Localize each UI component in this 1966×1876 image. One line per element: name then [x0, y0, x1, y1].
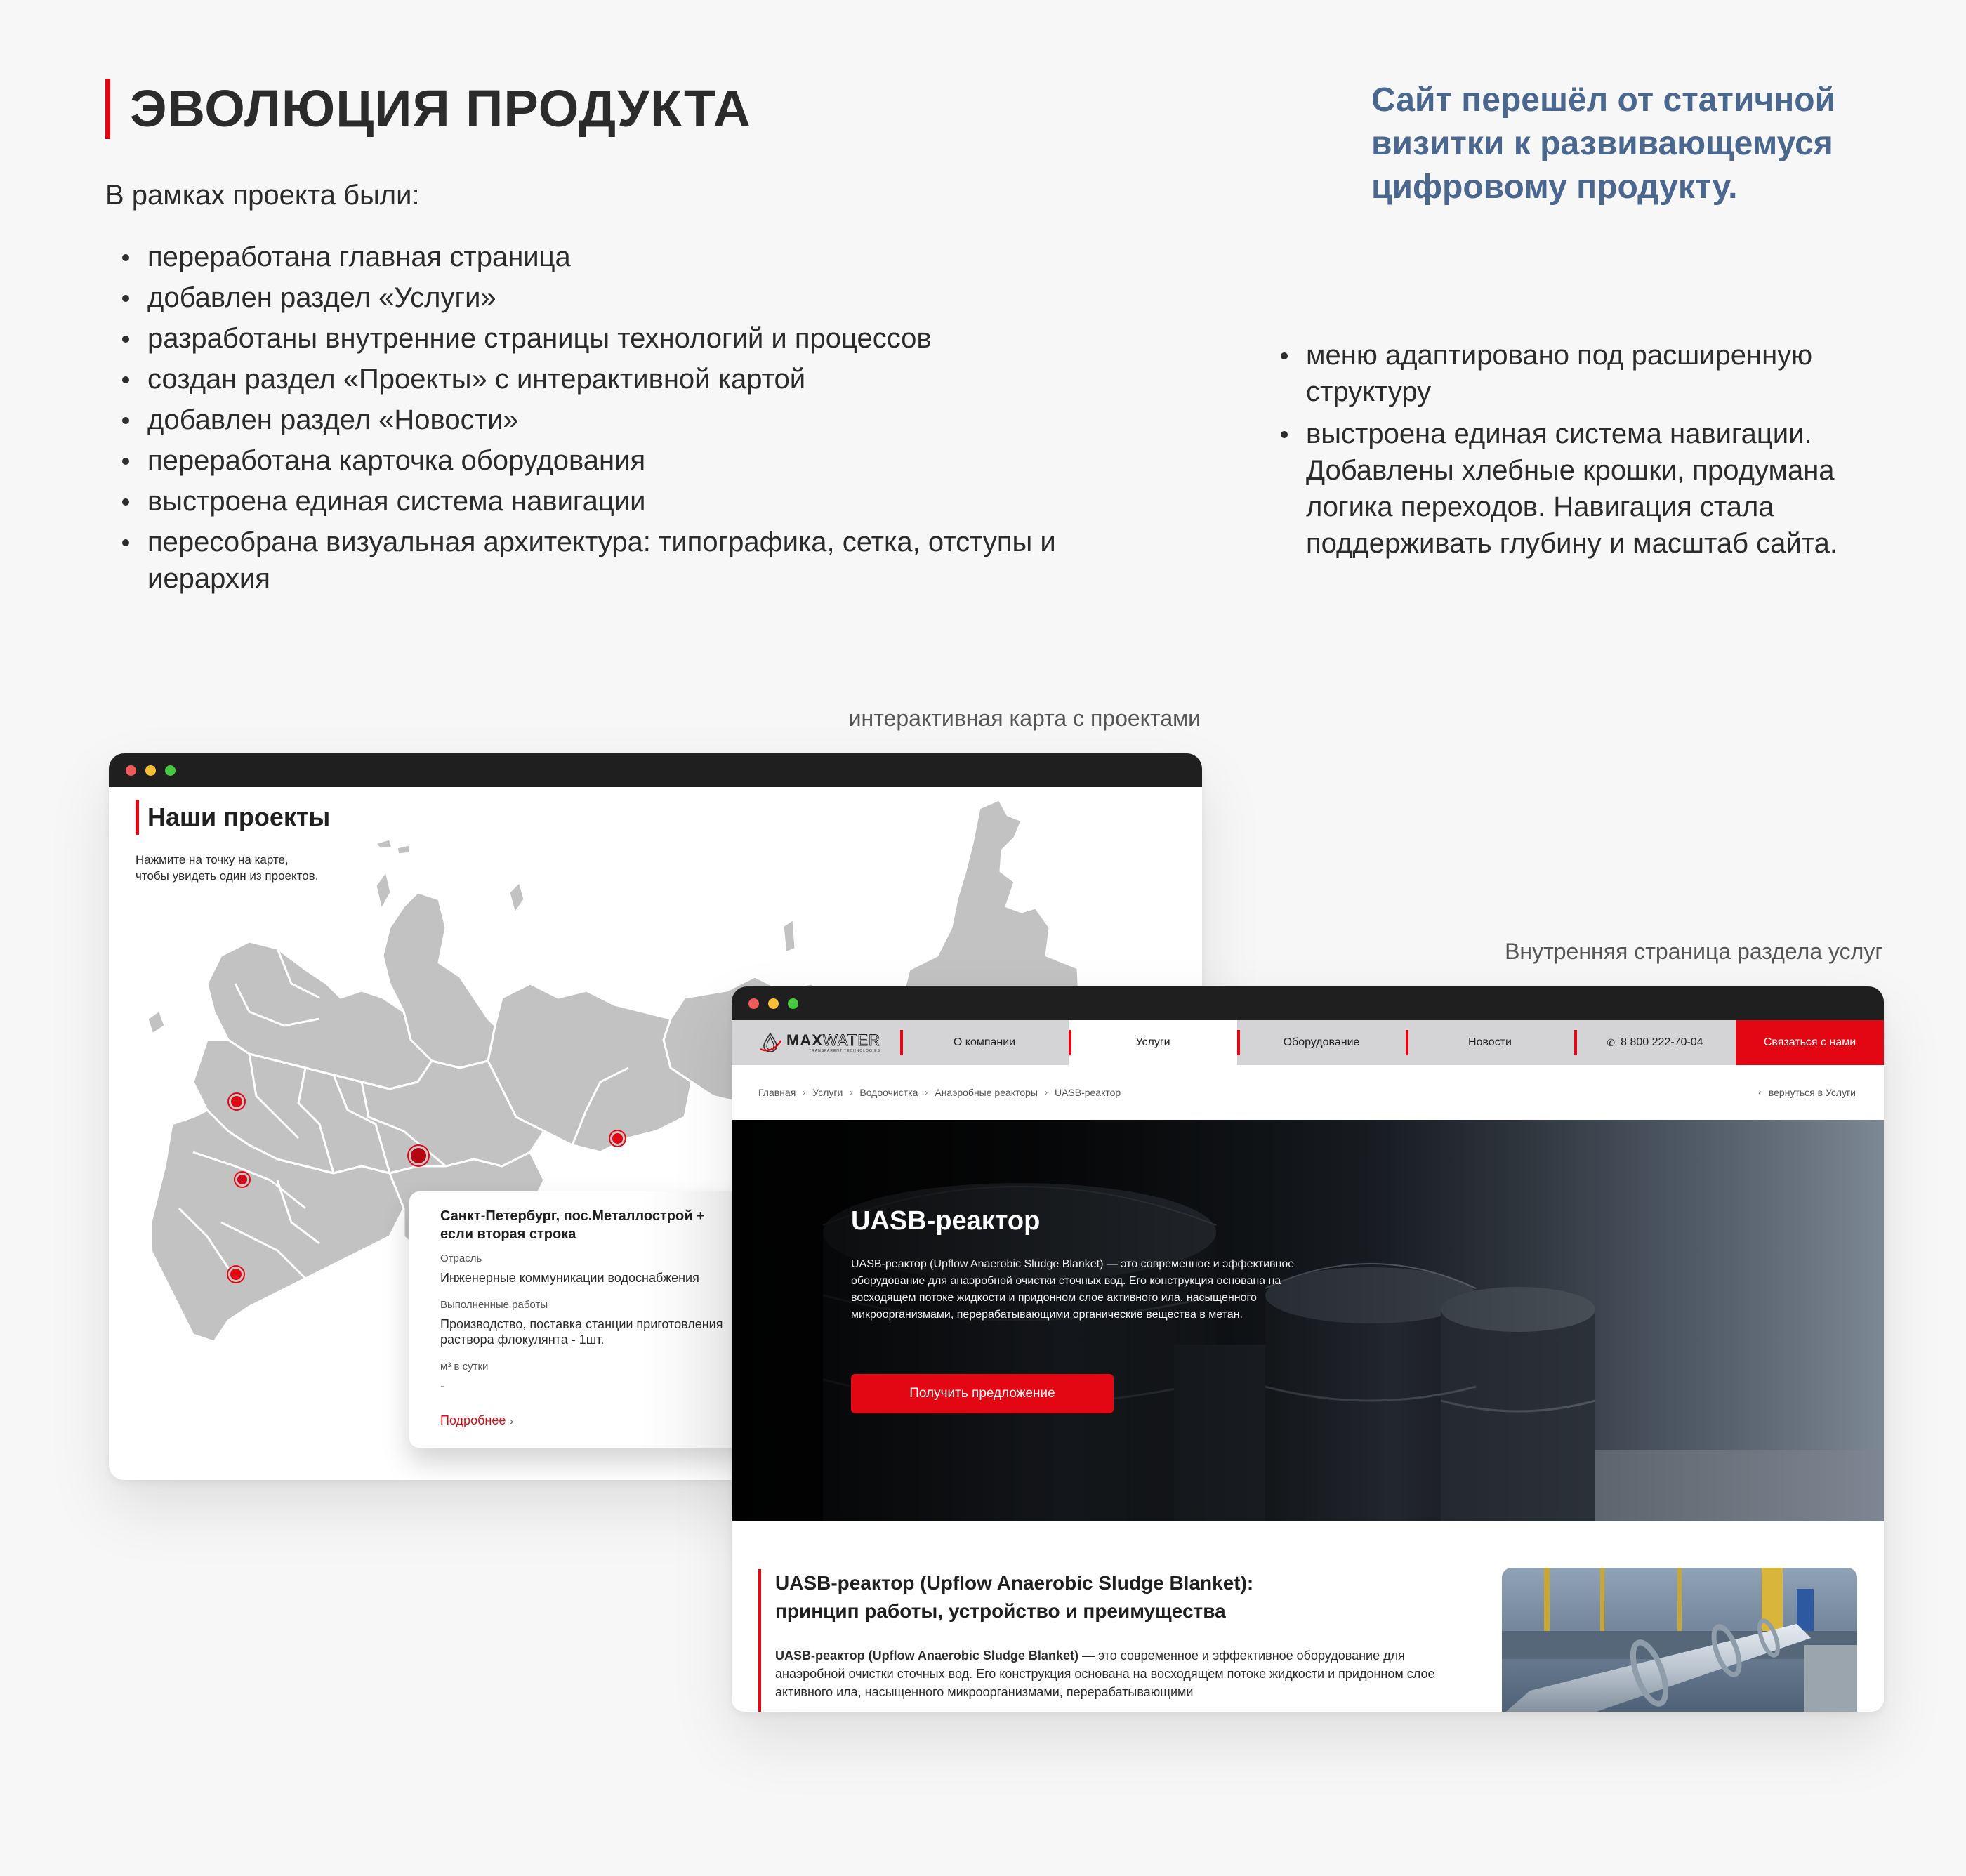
industry-label: Отрасль	[440, 1253, 482, 1264]
map-caption: интерактивная карта с проектами	[848, 706, 1201, 731]
projects-title: Наши проекты	[136, 800, 330, 835]
more-link-label: Подробнее	[440, 1413, 506, 1427]
project-marker-active[interactable]	[411, 1148, 426, 1163]
hero-banner	[732, 1120, 1884, 1521]
chevron-right-icon: ›	[1044, 1088, 1048, 1097]
logo[interactable]	[732, 1020, 900, 1065]
article-heading	[775, 1569, 1471, 1625]
services-page-window	[732, 986, 1884, 1712]
main-nav	[732, 1020, 1884, 1065]
nav-item-equipment[interactable]: Оборудование	[1237, 1020, 1406, 1065]
page-title: ЭВОЛЮЦИЯ ПРОДУКТА	[105, 79, 751, 139]
list-item: создан раздел «Проекты» с интерактивной картой	[119, 361, 1130, 397]
logo-text	[786, 1033, 880, 1053]
pipeline-photo-graphic	[1502, 1568, 1857, 1712]
volume-label: м³ в сутки	[440, 1361, 489, 1373]
article-text-block	[758, 1569, 1471, 1712]
navigation-notes-list	[1278, 337, 1896, 567]
project-marker[interactable]	[231, 1096, 242, 1107]
chevron-right-icon: ›	[510, 1415, 514, 1427]
back-to-services-link[interactable]	[1758, 1087, 1856, 1098]
article-lead-bold: UASB-реактор (Upflow Anaerobic Sludge Blanket)	[775, 1649, 1078, 1663]
window-titlebar	[732, 986, 1884, 1020]
pipeline-photo	[1502, 1568, 1857, 1712]
hero-title: UASB-реактор	[851, 1206, 1041, 1236]
chevron-left-icon: ‹	[1758, 1087, 1762, 1098]
minimize-window-icon[interactable]	[145, 765, 156, 776]
list-item: выстроена единая система навигации	[119, 483, 1130, 520]
intro-text: В рамках проекта были:	[105, 180, 420, 211]
list-item: добавлен раздел «Новости»	[119, 402, 1130, 438]
phone-icon: ✆	[1607, 1036, 1616, 1048]
list-item: переработана главная страница	[119, 239, 1130, 275]
map-hint-line: чтобы увидеть один из проектов.	[136, 869, 319, 883]
industry-value: Инженерные коммуникации водоснабжения	[440, 1271, 699, 1285]
close-window-icon[interactable]	[748, 998, 759, 1009]
contact-us-button[interactable]: Связаться с нами	[1736, 1020, 1884, 1065]
article-paragraph	[775, 1646, 1471, 1701]
works-label: Выполненные работы	[440, 1299, 548, 1311]
breadcrumb-home[interactable]: Главная	[758, 1087, 796, 1098]
article-section	[732, 1521, 1884, 1710]
back-link-label: вернуться в Услуги	[1768, 1087, 1856, 1098]
list-item: выстроена единая система навигации. Добавлены хлебные крошки, продумана логика переходов. Навигация стала поддерживать глубину и масштаб сайта.	[1278, 416, 1854, 562]
article-heading-line: принцип работы, устройство и преимущества	[775, 1600, 1226, 1622]
maximize-window-icon[interactable]	[788, 998, 798, 1009]
project-marker[interactable]	[612, 1133, 623, 1144]
project-marker[interactable]	[230, 1269, 242, 1280]
more-link[interactable]	[440, 1413, 513, 1428]
logo-word-max: MAX	[786, 1031, 823, 1049]
nav-item-services[interactable]: Услуги	[1069, 1020, 1237, 1065]
minimize-window-icon[interactable]	[768, 998, 779, 1009]
breadcrumb	[758, 1087, 1121, 1098]
chevron-right-icon: ›	[850, 1088, 853, 1097]
breadcrumb-current: UASB-реактор	[1054, 1087, 1121, 1098]
hero-description: UASB-реактор (Upflow Anaerobic Sludge Blanket) — это современное и эффективное оборудование для анаэробной очистки сточных вод. Его конструкция основана на восходящем потоке жидкости и придонном слое активного ила, насыщенного микроорганизмами, перерабатывающими органические вещества в метан.	[851, 1258, 1295, 1321]
map-hint	[136, 852, 318, 884]
nav-item-about[interactable]: О компании	[900, 1020, 1069, 1065]
services-caption: Внутренняя страница раздела услуг	[1505, 939, 1883, 964]
maximize-window-icon[interactable]	[165, 765, 176, 776]
list-item: разработаны внутренние страницы технологий и процессов	[119, 320, 1130, 357]
article-lead-text: — это современное и эффективное оборудование для анаэробной очистки сточных вод. Его конструкция основана на восходящем потоке жидкости и придонном слое активного ила, насыщенного микроорганизмами, перерабатывающими	[775, 1649, 1435, 1699]
breadcrumb-row	[732, 1065, 1884, 1120]
hero-content	[851, 1204, 1300, 1413]
volume-value: -	[440, 1379, 444, 1393]
list-item: пересобрана визуальная архитектура: типографика, сетка, отступы и иерархия	[119, 524, 1060, 597]
project-card-title: Санкт-Петербург, пос.Металлострой + если вторая строка	[440, 1208, 705, 1242]
logo-tagline: TRANSPARENT TECHNOLOGIES	[809, 1048, 880, 1053]
project-marker[interactable]	[237, 1175, 247, 1184]
list-item: переработана карточка оборудования	[119, 442, 1130, 479]
breadcrumb-water-treatment[interactable]: Водоочистка	[859, 1087, 918, 1098]
article-heading-line: UASB-реактор (Upflow Anaerobic Sludge Blanket):	[775, 1572, 1254, 1594]
logo-word-water: WATER	[822, 1031, 880, 1049]
chevron-right-icon: ›	[925, 1088, 928, 1097]
map-hint-line: Нажмите на точку на карте,	[136, 853, 289, 866]
window-titlebar	[109, 753, 1202, 787]
breadcrumb-anaerobic-reactors[interactable]: Анаэробные реакторы	[935, 1087, 1038, 1098]
list-item: меню адаптировано под расширенную структуру	[1278, 337, 1854, 410]
list-item: добавлен раздел «Услуги»	[119, 279, 1130, 316]
changes-list	[119, 239, 1130, 601]
phone-number: 8 800 222-70-04	[1621, 1036, 1703, 1048]
logo-drop-icon	[758, 1032, 782, 1053]
nav-phone[interactable]	[1574, 1020, 1736, 1065]
nav-item-news[interactable]: Новости	[1406, 1020, 1574, 1065]
breadcrumb-services[interactable]: Услуги	[812, 1087, 843, 1098]
close-window-icon[interactable]	[126, 765, 136, 776]
get-offer-button[interactable]: Получить предложение	[851, 1374, 1114, 1413]
works-value: Производство, поставка станции приготовления раствора флокулянта - 1шт.	[440, 1317, 723, 1347]
summary-quote: Сайт перешёл от статичной визитки к развивающемуся цифровому продукту.	[1371, 81, 1836, 206]
chevron-right-icon: ›	[803, 1088, 806, 1097]
